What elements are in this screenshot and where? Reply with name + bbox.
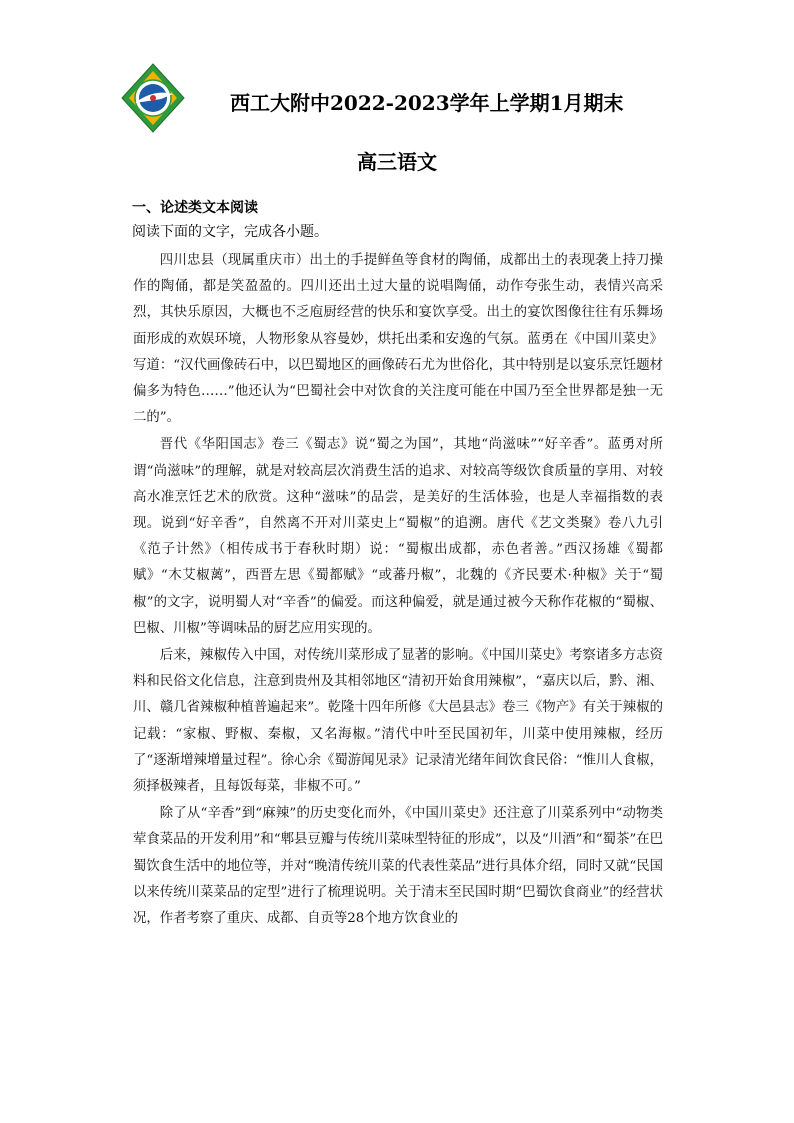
school-emblem-logo — [121, 63, 185, 133]
subject-title: 高三语文 — [357, 150, 437, 174]
article-paragraph-3: 后来，辣椒传入中国，对传统川菜形成了显著的影响。《中国川菜史》考察诸多方志资料和民俗文化信息，注意到贵州及其相邻地区“清初开始食用辣椒”，“嘉庆以后，黔、湘、川、赣几省辣椒种植普遍起来”。乾隆十四年所修《大邑县志》卷三《物产》有关于辣椒的记载：“家椒、野椒、秦椒，又名海椒。”清代中叶至民国初年，川菜中使用辣椒，经历了“逐渐增辣增量过程”。徐心余《蜀游闻见录》记录清光绪年间饮食民俗：“惟川人食椒，须择极辣者，且每饭每菜，非椒不可。” — [133, 648, 663, 795]
article-paragraph-2: 晋代《华阳国志》卷三《蜀志》说“蜀之为国”，其地“尚滋味”“好辛香”。蓝勇对所谓“尚滋味”的理解，就是对较高层次消费生活的追求、对较高等级饮食质量的享用、对较高水准烹饪艺术的欣赏。这种“滋味”的品尝，是美好的生活体验，也是人幸福指数的表现。说到“好辛香”，自然离不开对川菜史上“蜀椒”的追溯。唐代《艺文类聚》卷八九引《范子计然》（相传成书于春秋时期）说：“蜀椒出成都，赤色者善。”西汉扬雄《蜀都赋》“木艾椒蓠”，西晋左思《蜀都赋》“或蕃丹椒”，北魏的《齐民要术·种椒》关于“蜀椒”的文字，说明蜀人对“辛香”的偏爱。而这种偏爱，就是通过被今天称作花椒的“蜀椒、巴椒、川椒”等调味品的厨艺应用实现的。 — [133, 437, 663, 636]
article-paragraph-1: 四川忠县（现属重庆市）出土的手提鲜鱼等食材的陶俑，成都出土的表现袭上持刀操作的陶俑，都是笑盈盈的。四川还出土过大量的说唱陶俑，动作夸张生动，表情兴高采烈，其快乐原因，大概也不乏庖厨经营的快乐和宴饮享受。出土的宴饮图像往往有乐舞场面形成的欢娱环境，人物形象从容曼妙，烘托出柔和安逸的气氛。蓝勇在《中国川菜史》写道：“汉代画像砖石中，以巴蜀地区的画像砖石尤为世俗化，其中特别是以宴乐烹饪题材偏多为特色……”他还认为“巴蜀社会中对饮食的关注度可能在中国乃至全世界都是独一无二的”。 — [133, 253, 663, 426]
article-paragraph-4: 除了从“辛香”到“麻辣”的历史变化而外，《中国川菜史》还注意了川菜系列中“动物类荤食菜品的开发利用”和“郫县豆瓣与传统川菜味型特征的形成”，以及“川酒”和“蜀茶”在巴蜀饮食生活中的地位等，并对“晚清传统川菜的代表性菜品”进行具体介绍，同时又就“民国以来传统川菜菜品的定型”进行了梳理说明。关于清末至民国时期“巴蜀饮食商业”的经营状况，作者考察了重庆、成都、自贡等28个地方饮食业的 — [133, 806, 663, 927]
reading-instruction: 阅读下面的文字，完成各小题。 — [132, 224, 328, 240]
exam-title: 西工大附中2022-2023学年上学期1月期末 — [230, 91, 624, 115]
article-text — [133, 248, 663, 933]
section-heading: 一、论述类文本阅读 — [132, 200, 258, 216]
